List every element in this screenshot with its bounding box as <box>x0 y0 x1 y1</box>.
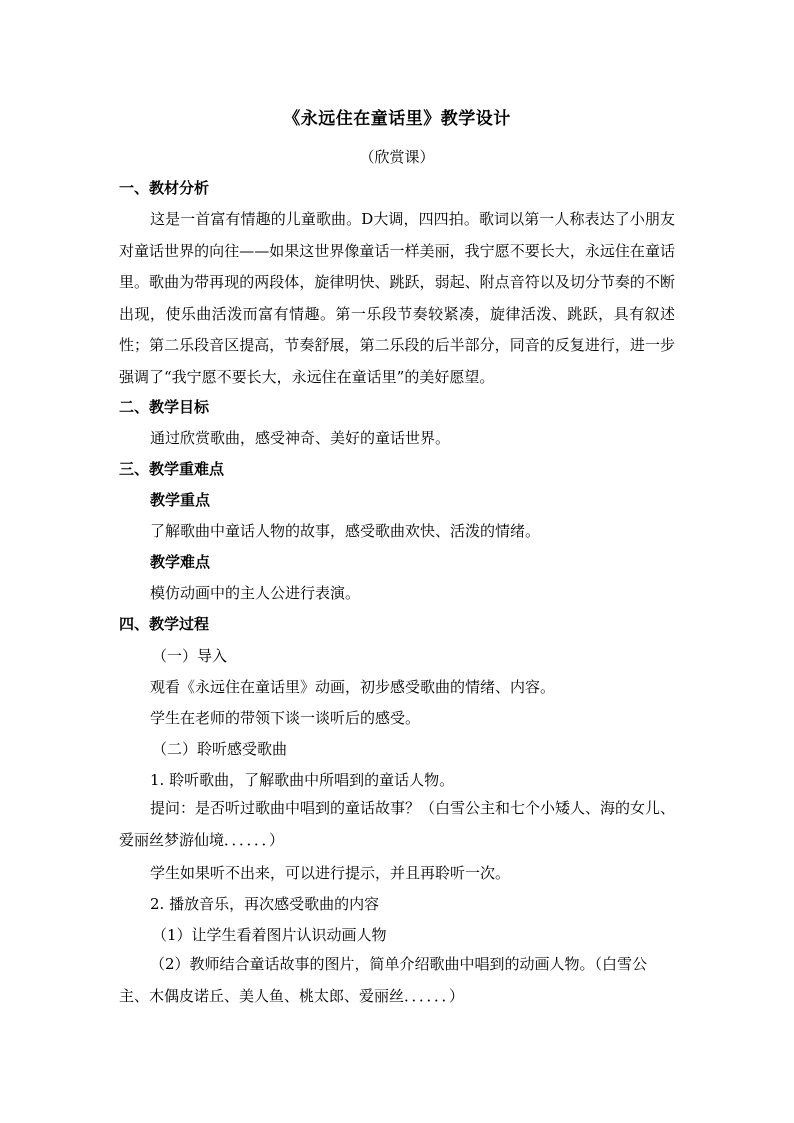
section-heading-teaching-goals: 二、教学目标 <box>119 398 210 416</box>
key-points-heading: 教学重点 <box>150 491 211 509</box>
section-heading-teaching-process: 四、教学过程 <box>119 615 210 633</box>
document-subtitle: （欣赏课） <box>359 148 435 166</box>
document-title: 《永远住在童话里》教学设计 <box>283 109 511 129</box>
step1-text: 1. 聆听歌曲，了解歌曲中所唱到的童话人物。 <box>150 771 455 789</box>
question-paragraph: 提问：是否听过歌曲中唱到的童话故事？（白雪公主和七个小矮人、海的女儿、爱丽丝梦游仙境．．．．．．） <box>119 799 676 849</box>
part1-heading: （一）导入 <box>152 647 228 665</box>
difficult-points-heading: 教学难点 <box>150 553 211 571</box>
material-analysis-paragraph: 这是一首富有情趣的儿童歌曲。D大调，四四拍。歌词以第一人称表达了小朋友对童话世界的向往——如果这世界像童话一样美丽，我宁愿不要长大，永远住在童话里。歌曲为带再现的两段体，旋律明快、跳跃，弱起、附点音符以及切分节奏的不断出现，使乐曲活泼而富有情趣。第一乐段节奏较紧凑，旋律活泼、跳跃，具有叙述性；第二乐段音区提高，节奏舒展，第二乐段的后半部分，同音的反复进行，进一步强调了“我宁愿不要长大，永远住在童话里”的美好愿望。 <box>119 210 675 386</box>
part1-line1: 观看《永远住在童话里》动画，初步感受歌曲的情绪、内容。 <box>150 678 556 696</box>
difficult-points-text: 模仿动画中的主人公进行表演。 <box>150 584 361 602</box>
sub1-text: （1）让学生看着图片认识动画人物 <box>152 926 387 944</box>
section-heading-material-analysis: 一、教材分析 <box>119 179 210 197</box>
hint-text: 学生如果听不出来，可以进行提示，并且再聆听一次。 <box>150 864 511 882</box>
key-points-text: 了解歌曲中童话人物的故事，感受歌曲欢快、活泼的情绪。 <box>150 522 541 540</box>
step2-text: 2. 播放音乐，再次感受歌曲的内容 <box>150 895 380 913</box>
part2-heading: （二）聆听感受歌曲 <box>152 740 288 758</box>
part1-line2: 学生在老师的带领下谈一谈听后的感受。 <box>150 709 421 727</box>
sub2-paragraph: （2）教师结合童话故事的图片，简单介绍歌曲中唱到的动画人物。（白雪公主、木偶皮诺丘、美人鱼、桃太郎、爱丽丝．．．．．．） <box>119 955 648 1005</box>
section-heading-key-difficult-points: 三、教学重难点 <box>119 460 225 478</box>
teaching-goals-text: 通过欣赏歌曲，感受神奇、美好的童话世界。 <box>150 429 451 447</box>
